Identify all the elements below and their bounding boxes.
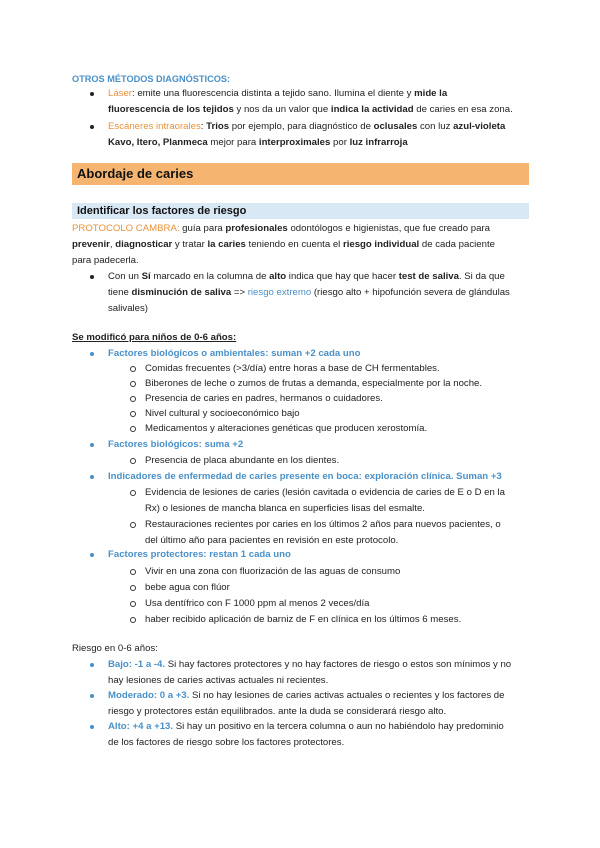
laser-line-1: Láser: emite una fluorescencia distinta a tejido sano. Ilumina el diente y mide la xyxy=(108,88,448,99)
g4-item: Vivir en una zona con fluorización de las aguas de consumo xyxy=(145,566,401,577)
bullet-dot xyxy=(90,125,94,129)
circle-bullet xyxy=(130,381,136,387)
bullet-dot xyxy=(90,725,94,729)
g3-item-2b: del último año para pacientes en revisión en este protocolo. xyxy=(145,535,399,546)
bullet-dot xyxy=(90,352,94,356)
g1-item: Biberones de leche o zumos de frutas a demanda, especialmente por la noche. xyxy=(145,378,483,389)
g2-item: Presencia de placa abundante en los dientes. xyxy=(145,455,340,466)
bullet-dot xyxy=(90,694,94,698)
circle-bullet xyxy=(130,522,136,528)
cambra-line-2: prevenir, diagnosticar y tratar la caries teniendo en cuenta el riesgo individual de cada paciente xyxy=(72,239,495,250)
g3-item-2a: Restauraciones recientes por caries en los últimos 2 años para nuevos pacientes, o xyxy=(145,519,501,530)
g1-item: Presencia de caries en padres, hermanos o cuidadores. xyxy=(145,393,383,404)
riesgo-moderado-line-1: Moderado: 0 a +3. Si no hay lesiones de caries activas actuales o recientes y los factores de xyxy=(108,690,505,701)
riesgo-bajo-line-2: hay lesiones de caries activas actuales ni recientes. xyxy=(108,675,329,686)
cambra-line-3: para padecerla. xyxy=(72,255,139,266)
bullet-dot xyxy=(90,275,94,279)
g4-item: bebe agua con flúor xyxy=(145,582,230,593)
laser-line-2: fluorescencia de los tejidos y nos da un valor que indica la actividad de caries en esa zona. xyxy=(108,104,513,115)
bullet-dot xyxy=(90,475,94,479)
riesgo-alto-line-2: de los factores de riesgo sobre los factores protectores. xyxy=(108,737,345,748)
riesgo-moderado-line-2: riesgo y protectores están equilibrados. ante la duda se considerará riesgo alto. xyxy=(108,706,447,717)
bullet-dot xyxy=(90,443,94,447)
circle-bullet xyxy=(130,411,136,417)
escaner-line-1: Escáneres intraorales: Trios por ejemplo, para diagnóstico de oclusales con luz azul-violeta xyxy=(108,121,506,132)
bullet-dot xyxy=(90,92,94,96)
cambra-bullet-line-2: tiene disminución de saliva => riesgo extremo (riesgo alto + hipofunción severa de glándulas xyxy=(108,287,510,298)
g4-item: haber recibido aplicación de barniz de F en clínica en los últimos 6 meses. xyxy=(145,614,462,625)
circle-bullet xyxy=(130,569,136,575)
g4-title: Factores protectores: restan 1 cada uno xyxy=(108,549,291,560)
cambra-bullet-line-1: Con un Sí marcado en la columna de alto indica que hay que hacer test de saliva. Si da que xyxy=(108,271,505,282)
circle-bullet xyxy=(130,617,136,623)
g3-item-1a: Evidencia de lesiones de caries (lesión cavitada o evidencia de caries de E o D en la xyxy=(145,487,505,498)
riesgo-bajo-line-1: Bajo: -1 a -4. Si hay factores protectores y no hay factores de riesgo o estos son mínimos y no xyxy=(108,659,512,670)
g1-item: Nivel cultural y socioeconómico bajo xyxy=(145,408,300,419)
g1-title: Factores biológicos o ambientales: suman +2 cada uno xyxy=(108,348,361,359)
cambra-line-1: PROTOCOLO CAMBRA: guía para profesionales odontólogos e higienistas, que fue creado para xyxy=(72,223,490,234)
circle-bullet xyxy=(130,426,136,432)
escaner-line-2: Kavo, Itero, Planmeca mejor para interproximales por luz infrarroja xyxy=(108,137,408,148)
g3-title: Indicadores de enfermedad de caries presente en boca: exploración clínica. Suman +3 xyxy=(108,471,502,482)
g1-item: Comidas frecuentes (>3/día) entre horas a base de CH fermentables. xyxy=(145,363,440,374)
riesgo-alto-line-1: Alto: +4 a +13. Si hay un positivo en la tercera columna o aun no habiéndolo hay predominio xyxy=(108,721,504,732)
heading-abordaje: Abordaje de caries xyxy=(72,163,529,185)
riesgo-heading: Riesgo en 0-6 años: xyxy=(72,643,158,654)
circle-bullet xyxy=(130,490,136,496)
circle-bullet xyxy=(130,585,136,591)
circle-bullet xyxy=(130,396,136,402)
bullet-dot xyxy=(90,553,94,557)
circle-bullet xyxy=(130,458,136,464)
g4-item: Usa dentífrico con F 1000 ppm al menos 2 veces/día xyxy=(145,598,370,609)
cambra-bullet-line-3: salivales) xyxy=(108,303,148,314)
heading-identificar: Identificar los factores de riesgo xyxy=(72,203,529,219)
circle-bullet xyxy=(130,366,136,372)
bullet-dot xyxy=(90,663,94,667)
g1-item: Medicamentos y alteraciones genéticas que producen xerostomía. xyxy=(145,423,428,434)
section-title-otros: OTROS MÉTODOS DIAGNÓSTICOS: xyxy=(72,74,231,84)
g2-title: Factores biológicos: suma +2 xyxy=(108,439,244,450)
circle-bullet xyxy=(130,601,136,607)
g3-item-1b: Rx) o lesiones de mancha blanca en superficies lisas del esmalte. xyxy=(145,503,425,514)
ninos-heading: Se modificó para niños de 0-6 años: xyxy=(72,332,237,343)
